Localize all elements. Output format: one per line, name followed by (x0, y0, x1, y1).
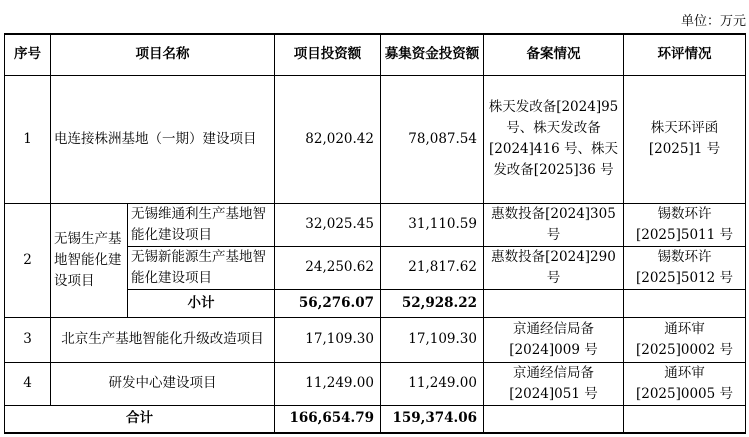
table-row (5, 362, 746, 405)
row1-raised: 78,087.54 (381, 75, 484, 203)
subtotal-raised: 52,928.22 (381, 289, 484, 317)
row2a-investment: 32,025.45 (275, 203, 381, 246)
row3-investment: 17,109.30 (275, 317, 381, 362)
header-raised: 募集资金投资额 (381, 34, 484, 75)
total-eia-empty (624, 405, 746, 433)
row2-group-name: 无锡生产基地智能化建设项目 (51, 203, 128, 317)
row3-seq: 3 (5, 317, 51, 362)
subtotal-investment: 56,276.07 (275, 289, 381, 317)
row4-name: 研发中心建设项目 (51, 362, 275, 405)
row1-filing: 株天发改备[2024]95 号、株天发改备[2024]416 号、株天发改备[2025]36 号 (484, 75, 624, 203)
total-raised: 159,374.06 (381, 405, 484, 433)
row2b-filing: 惠数投备[2024]290 号 (484, 246, 624, 289)
total-row (5, 405, 746, 433)
row2b-name: 无锡新能源生产基地智能化建设项目 (128, 246, 275, 289)
row2a-eia: 锡数环许[2025]5011 号 (624, 203, 746, 246)
row1-eia: 株天环评函[2025]1 号 (624, 75, 746, 203)
row2b-eia: 锡数环许[2025]5012 号 (624, 246, 746, 289)
row3-name: 北京生产基地智能化升级改造项目 (51, 317, 275, 362)
header-row (5, 34, 746, 75)
row2b-investment: 24,250.62 (275, 246, 381, 289)
header-eia: 环评情况 (624, 34, 746, 75)
subtotal-label: 小计 (128, 289, 275, 317)
total-label: 合计 (5, 405, 275, 433)
fund-usage-table (4, 33, 746, 434)
row4-seq: 4 (5, 362, 51, 405)
row1-investment: 82,020.42 (275, 75, 381, 203)
header-seq: 序号 (5, 34, 51, 75)
row1-name: 电连接株洲基地（一期）建设项目 (51, 75, 275, 203)
row2b-raised: 21,817.62 (381, 246, 484, 289)
row2a-raised: 31,110.59 (381, 203, 484, 246)
table-row (5, 203, 746, 246)
total-filing-empty (484, 405, 624, 433)
row2-seq: 2 (5, 203, 51, 317)
row4-investment: 11,249.00 (275, 362, 381, 405)
table-row (5, 75, 746, 203)
header-filing: 备案情况 (484, 34, 624, 75)
row4-raised: 11,249.00 (381, 362, 484, 405)
row4-filing: 京通经信局备[2024]051 号 (484, 362, 624, 405)
total-investment: 166,654.79 (275, 405, 381, 433)
unit-label: 单位：万元 (680, 14, 746, 29)
table-row (5, 317, 746, 362)
row3-filing: 京通经信局备[2024]009 号 (484, 317, 624, 362)
subtotal-filing-empty (484, 289, 624, 317)
row4-eia: 通环审[2025]0005 号 (624, 362, 746, 405)
header-investment: 项目投资额 (275, 34, 381, 75)
row1-seq: 1 (5, 75, 51, 203)
header-name: 项目名称 (51, 34, 275, 75)
row3-raised: 17,109.30 (381, 317, 484, 362)
row2a-filing: 惠数投备[2024]305 号 (484, 203, 624, 246)
row3-eia: 通环审[2025]0002 号 (624, 317, 746, 362)
subtotal-eia-empty (624, 289, 746, 317)
row2a-name: 无锡维通利生产基地智能化建设项目 (128, 203, 275, 246)
